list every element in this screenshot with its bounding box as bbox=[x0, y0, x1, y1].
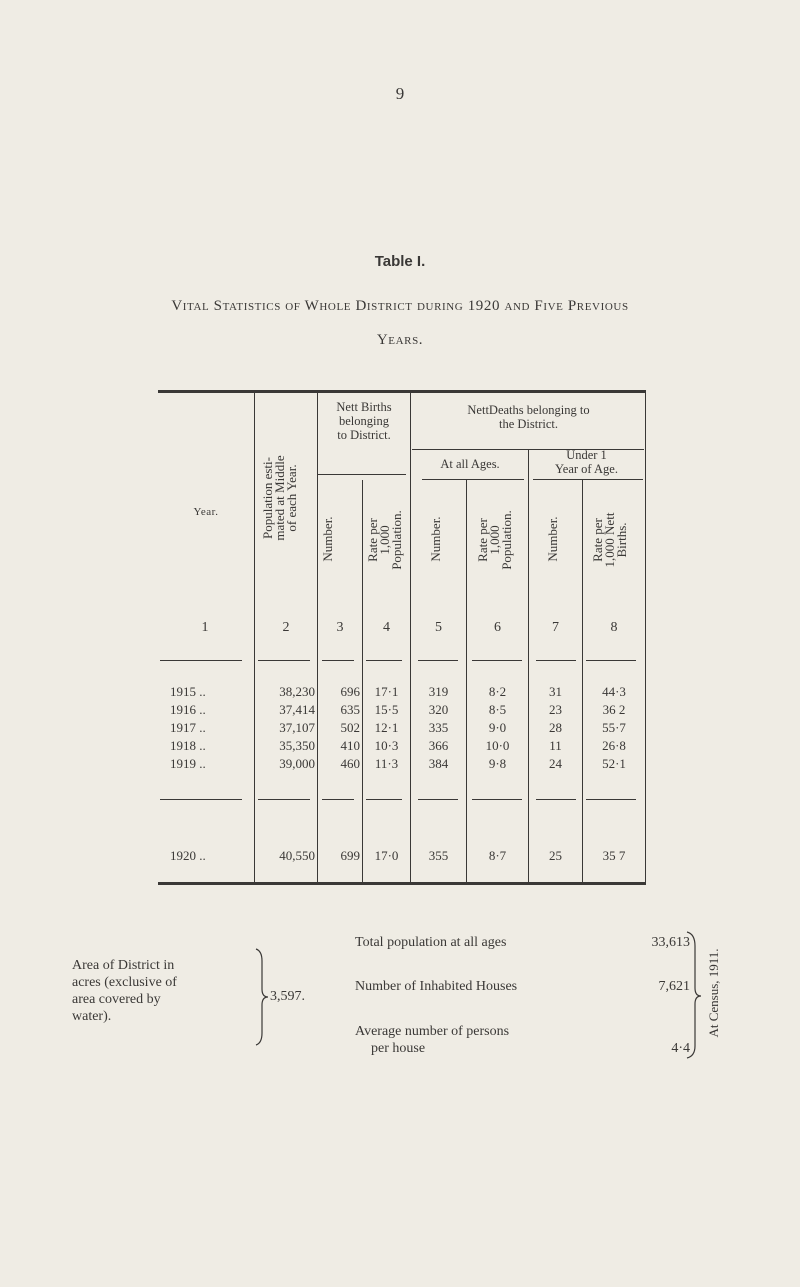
separator-dash bbox=[586, 799, 636, 800]
header-line: Under 1 bbox=[566, 448, 607, 462]
header-rule bbox=[422, 479, 524, 480]
births-rate-cell: 15·5 bbox=[374, 702, 399, 717]
separator-dash bbox=[366, 799, 402, 800]
header-line: 1,000 bbox=[377, 525, 392, 555]
header-line: to District. bbox=[337, 428, 391, 442]
infant-rate-cell: 36 2 bbox=[602, 702, 626, 717]
header-line: 1,000 Nett bbox=[602, 512, 617, 568]
column-number: 2 bbox=[282, 620, 290, 635]
deaths-number-cell: 320 bbox=[428, 702, 449, 717]
year-cell: 1916 .. bbox=[170, 702, 206, 717]
deaths-number-cell: 366 bbox=[428, 738, 449, 753]
persons-per-house-value: 4·4 bbox=[671, 1041, 690, 1056]
deaths-rate-cell: 8·7 bbox=[488, 848, 507, 863]
header-line: the District. bbox=[498, 417, 558, 431]
deaths-rate-header bbox=[477, 490, 517, 590]
header-line: Year of Age. bbox=[555, 462, 618, 476]
header-line: Nett Births bbox=[336, 400, 392, 414]
deaths-rate-cell: 9·0 bbox=[488, 720, 507, 735]
column-number: 8 bbox=[610, 620, 618, 635]
separator-dash bbox=[366, 660, 402, 661]
population-cell: 40,550 bbox=[279, 848, 315, 863]
persons-per-house-label bbox=[355, 1023, 509, 1057]
area-label-line: water). bbox=[72, 1009, 112, 1024]
col-rule bbox=[254, 393, 255, 882]
infant-number-cell: 11 bbox=[549, 738, 562, 753]
infant-rate-cell: 44·3 bbox=[602, 684, 626, 699]
table-subtitle: Vital Statistics of Whole District during 1920 and Five Previous bbox=[171, 298, 629, 314]
infant-rate-cell: 26·8 bbox=[602, 738, 626, 753]
area-value: 3,597. bbox=[270, 989, 305, 1004]
separator-dash bbox=[472, 660, 522, 661]
births-number-cell: 699 bbox=[340, 848, 360, 863]
page-number: 9 bbox=[395, 84, 405, 103]
census-brace bbox=[683, 930, 707, 1060]
separator-dash bbox=[258, 660, 310, 661]
births-rate-cell: 11·3 bbox=[374, 756, 399, 771]
year-cell: 1920 .. bbox=[170, 848, 206, 863]
area-label bbox=[72, 957, 252, 1025]
table-row bbox=[0, 738, 800, 756]
area-label-line: area covered by bbox=[72, 992, 161, 1007]
infant-number-header: Number. bbox=[545, 516, 560, 562]
year-cell: 1917 .. bbox=[170, 720, 206, 735]
column-number: 3 bbox=[336, 620, 344, 635]
births-number-cell: 460 bbox=[340, 756, 360, 771]
deaths-number-cell: 319 bbox=[428, 684, 449, 699]
separator-dash bbox=[536, 660, 576, 661]
column-number: 4 bbox=[383, 620, 390, 635]
persons-label-line: per house bbox=[371, 1041, 426, 1056]
separator-dash bbox=[322, 660, 354, 661]
year-cell: 1918 .. bbox=[170, 738, 206, 753]
deaths-number-cell: 384 bbox=[428, 756, 449, 771]
header-line: Rate per bbox=[365, 518, 380, 562]
total-population-value: 33,613 bbox=[651, 935, 690, 950]
deaths-rate-cell: 10·0 bbox=[485, 738, 510, 753]
area-label-line: acres (exclusive of bbox=[72, 975, 177, 990]
col-rule bbox=[362, 480, 363, 882]
deaths-number-cell: 355 bbox=[428, 848, 449, 863]
table-row bbox=[0, 702, 800, 720]
separator-dash bbox=[536, 799, 576, 800]
header-line: NettDeaths belonging to bbox=[467, 403, 590, 417]
column-number: 6 bbox=[494, 620, 501, 635]
deaths-number-cell: 335 bbox=[428, 720, 449, 735]
table-row bbox=[0, 756, 800, 774]
column-number: 7 bbox=[552, 620, 559, 635]
births-rate-header bbox=[367, 490, 407, 590]
deaths-group-header bbox=[412, 403, 645, 431]
col-rule bbox=[582, 480, 583, 882]
infant-rate-header bbox=[592, 492, 632, 588]
births-number-cell: 696 bbox=[340, 684, 360, 699]
table-row bbox=[0, 720, 800, 738]
infant-rate-cell: 35 7 bbox=[602, 848, 626, 863]
persons-label-line: Average number of persons bbox=[355, 1024, 510, 1039]
births-group-header bbox=[318, 400, 410, 442]
population-cell: 37,414 bbox=[279, 702, 315, 717]
header-line: Births. bbox=[614, 522, 629, 558]
header-line: of each Year. bbox=[284, 464, 299, 532]
infant-rate-cell: 55·7 bbox=[602, 720, 626, 735]
separator-dash bbox=[258, 799, 310, 800]
infant-number-cell: 31 bbox=[549, 684, 562, 699]
header-rule bbox=[533, 479, 643, 480]
area-label-line: Area of District in bbox=[72, 958, 175, 973]
header-line: Rate per bbox=[590, 518, 605, 562]
births-rate-cell: 17·1 bbox=[374, 684, 399, 699]
houses-label: Number of Inhabited Houses bbox=[355, 979, 518, 994]
population-header bbox=[262, 423, 304, 573]
col-rule bbox=[528, 450, 529, 882]
header-line: Population. bbox=[389, 510, 404, 570]
column-number: 5 bbox=[435, 620, 442, 635]
table-title: Table I. bbox=[374, 253, 426, 270]
infant-number-cell: 28 bbox=[549, 720, 562, 735]
under-1-header bbox=[528, 448, 645, 476]
infant-number-cell: 25 bbox=[549, 848, 562, 863]
census-side-label: At Census, 1911. bbox=[706, 948, 721, 1038]
separator-dash bbox=[418, 660, 458, 661]
year-cell: 1915 .. bbox=[170, 684, 206, 699]
population-cell: 39,000 bbox=[279, 756, 315, 771]
header-line: belonging bbox=[339, 414, 389, 428]
header-line: Population esti- bbox=[260, 457, 275, 539]
births-rate-cell: 17·0 bbox=[374, 848, 399, 863]
header-line: Rate per bbox=[475, 518, 490, 562]
table-row-1920 bbox=[0, 848, 800, 866]
separator-dash bbox=[160, 799, 242, 800]
separator-dash bbox=[322, 799, 354, 800]
population-cell: 37,107 bbox=[279, 720, 315, 735]
population-cell: 38,230 bbox=[279, 684, 315, 699]
separator-dash bbox=[586, 660, 636, 661]
at-all-ages-header: At all Ages. bbox=[440, 457, 500, 471]
col-rule bbox=[466, 480, 467, 882]
deaths-rate-cell: 9·8 bbox=[488, 756, 507, 771]
separator-dash bbox=[472, 799, 522, 800]
table-bottom-rule bbox=[158, 882, 646, 885]
births-number-header: Number. bbox=[320, 516, 335, 562]
col-rule bbox=[410, 393, 411, 882]
infant-number-cell: 23 bbox=[549, 702, 562, 717]
header-rule bbox=[318, 474, 406, 475]
header-line: 1,000 bbox=[487, 525, 502, 555]
infant-number-cell: 24 bbox=[549, 756, 562, 771]
deaths-rate-cell: 8·2 bbox=[488, 684, 507, 699]
table-right-rule bbox=[645, 392, 646, 884]
column-number: 1 bbox=[201, 620, 209, 635]
deaths-number-header: Number. bbox=[428, 516, 443, 562]
deaths-rate-cell: 8·5 bbox=[488, 702, 507, 717]
header-line: Population. bbox=[499, 510, 514, 570]
table-row bbox=[0, 684, 800, 702]
separator-dash bbox=[418, 799, 458, 800]
year-cell: 1919 .. bbox=[170, 756, 206, 771]
total-population-label: Total population at all ages bbox=[355, 935, 507, 950]
infant-rate-cell: 52·1 bbox=[602, 756, 626, 771]
births-rate-cell: 10·3 bbox=[374, 738, 399, 753]
houses-value: 7,621 bbox=[658, 979, 690, 994]
year-header: Year. bbox=[193, 506, 219, 518]
population-cell: 35,350 bbox=[279, 738, 315, 753]
header-line: mated at Middle bbox=[272, 455, 287, 541]
table-top-rule bbox=[158, 390, 646, 393]
separator-dash bbox=[160, 660, 242, 661]
col-rule bbox=[317, 393, 318, 882]
births-number-cell: 635 bbox=[340, 702, 360, 717]
births-number-cell: 410 bbox=[340, 738, 360, 753]
births-rate-cell: 12·1 bbox=[374, 720, 399, 735]
table-subtitle-continued: Years. bbox=[376, 332, 424, 348]
births-number-cell: 502 bbox=[340, 720, 360, 735]
